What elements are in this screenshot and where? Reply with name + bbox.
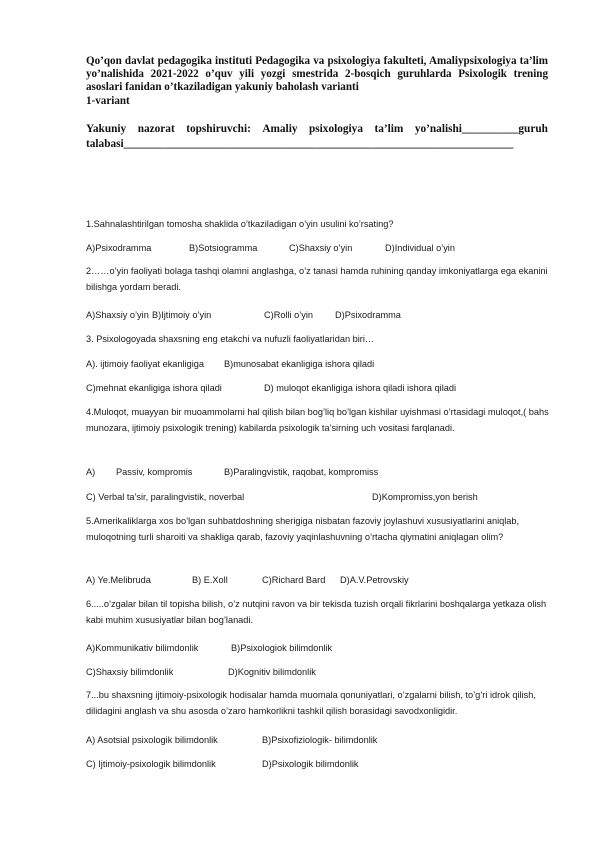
controller-word: ta’lim: [374, 123, 404, 135]
option-b[interactable]: B)Paralingvistik, raqobat, kompromiss: [224, 467, 379, 477]
option-d[interactable]: D)Psixologik bilimdonlik: [262, 759, 359, 769]
option-c[interactable]: C)Rolli o’yin: [264, 310, 314, 320]
option-a[interactable]: A)Kommunikativ bilimdonlik: [86, 643, 199, 653]
option-a[interactable]: A): [86, 467, 96, 477]
controller-word: psixologiya: [308, 123, 363, 135]
question-1-options: [86, 241, 552, 255]
option-a-text[interactable]: Passiv, kompromis: [116, 467, 193, 477]
option-c[interactable]: C)Richard Bard: [262, 575, 326, 585]
question-4: 4.Muloqot, muayyan bir muoammolarni hal qilish bilan bog’liq bo’lgan kishilar uyishmasi o’rtasidagi muloqot,( bahs munozara, ijtimoiy psixologik trening) kabilarda psixologik ta’sirning uch vositasi farqlanadi.: [86, 407, 549, 433]
option-d[interactable]: D)Kognitiv bilimdonlik: [228, 667, 316, 677]
question-6-options-row-2: [86, 665, 552, 679]
option-a[interactable]: A) Ye.Melibruda: [86, 575, 151, 585]
question-2-options: [86, 308, 552, 322]
option-b[interactable]: B)munosabat ekanligiga ishora qiladi: [224, 359, 375, 369]
controller-line: [86, 122, 548, 137]
student-info-block: [86, 122, 548, 151]
option-c[interactable]: C) Verbal ta’sir, paralingvistik, noverbal: [86, 492, 245, 502]
option-b[interactable]: B) E.Xoll: [192, 575, 228, 585]
question-3: 3. Psixologoyada shaxsning eng etakchi va nufuzli faoliyatlaridan biri…: [86, 334, 375, 344]
variant-label: 1-variant: [86, 94, 130, 107]
option-a[interactable]: A)Shaxsiy o’yin: [86, 310, 149, 320]
controller-word: nazorat: [137, 123, 175, 135]
option-b[interactable]: B)Sotsiogramma: [189, 243, 258, 253]
question-4-options-row-2: [86, 490, 552, 504]
option-d[interactable]: D)A.V.Petrovskiy: [340, 575, 409, 585]
option-b[interactable]: B)Psixofiziologik- bilimdonlik: [262, 735, 378, 745]
controller-word: Yakuniy: [86, 123, 127, 135]
option-b[interactable]: B)Psixologiok bilimdonlik: [231, 643, 333, 653]
question-3-options-row-2: [86, 381, 552, 395]
option-b[interactable]: B)Ijtimoiy o’yin: [152, 310, 212, 320]
option-d[interactable]: D) muloqot ekanligiga ishora qiladi ishora qiladi: [264, 383, 457, 393]
option-d[interactable]: D)Psixodramma: [335, 310, 401, 320]
option-c[interactable]: C)Shaxsiy bilimdonlik: [86, 667, 174, 677]
group-blank-field[interactable]: yo’nalishi__________guruh: [414, 123, 548, 135]
controller-word: topshiruvchi:: [186, 123, 251, 135]
option-a[interactable]: A) Asotsial psixologik bilimdonlik: [86, 735, 218, 745]
question-7-options-row-2: [86, 757, 552, 771]
question-2: 2……o’yin faoliyati bolaga tashqi olamni anglashga, o’z tanasi hamda ruhining qanday imkoniyatlarga ega ekanini bilishga yordam beradi.: [86, 266, 548, 292]
question-7-options-row-1: [86, 733, 552, 747]
option-d[interactable]: D)Kompromiss,yon berish: [372, 492, 478, 502]
option-c[interactable]: C)mehnat ekanligiga ishora qiladi: [86, 383, 222, 393]
question-5-options: [86, 573, 552, 587]
question-5: 5.Amerikaliklarga xos bo’lgan suhbatdoshning sherigiga nisbatan fazoviy joylashuvi xususiyatlarini aniqlab, muloqotning turli sharoiti va shakliga qarab, fazoviy yaqinlashuvning o’rtacha qiymatini aniqlagan olim?: [86, 516, 520, 542]
question-6-options-row-1: [86, 641, 552, 655]
question-7: 7...bu shaxsning ijtimoiy-psixologik hodisalar hamda muomala qonuniyatlari, o’zgalarni bilish, to’g’ri idrok qilish, dilidagini anglash va shu asosda o’zaro hamkorlikni tashkil qilish borasidagi savodxonligidir.: [86, 690, 536, 716]
option-a[interactable]: A). ijtimoiy faoliyat ekanligiga: [86, 359, 204, 369]
document-title: Qo’qon davlat pedagogika instituti Pedagogika va psixologiya fakulteti, Amaliypsixologiya ta’lim yo’nalishida 2021-2022 o’quv yili yozgi smestrida 2-bosqich guruhlarda Psixologik trening asoslari fanidan o’tkaziladigan yakuniy baholash varianti: [86, 55, 548, 94]
option-c[interactable]: C)Shaxsiy o’yin: [289, 243, 353, 253]
option-d[interactable]: D)Individual o’yin: [385, 243, 455, 253]
question-1: 1.Sahnalashtirilgan tomosha shaklida o’tkaziladigan o’yin usulini ko’rsating?: [86, 219, 394, 229]
question-3-options-row-1: [86, 357, 552, 371]
question-4-options-row-1: [86, 465, 552, 479]
question-6: 6.....o’zgalar bilan til topisha bilish, o’z nutqini ravon va bir tekisda tuzish orqali fikrlarini boshqalarga yetkaza olish kabi muhim xususiyatlar bilan bog’lanadi.: [86, 599, 547, 625]
option-c[interactable]: C) Ijtimoiy-psixologik bilimdonlik: [86, 759, 216, 769]
student-name-blank-field[interactable]: talabasi_____________________________________________________________________: [86, 137, 514, 150]
option-a[interactable]: A)Psixodramma: [86, 243, 152, 253]
controller-word: Amaliy: [262, 123, 298, 135]
document-header: [86, 55, 548, 108]
